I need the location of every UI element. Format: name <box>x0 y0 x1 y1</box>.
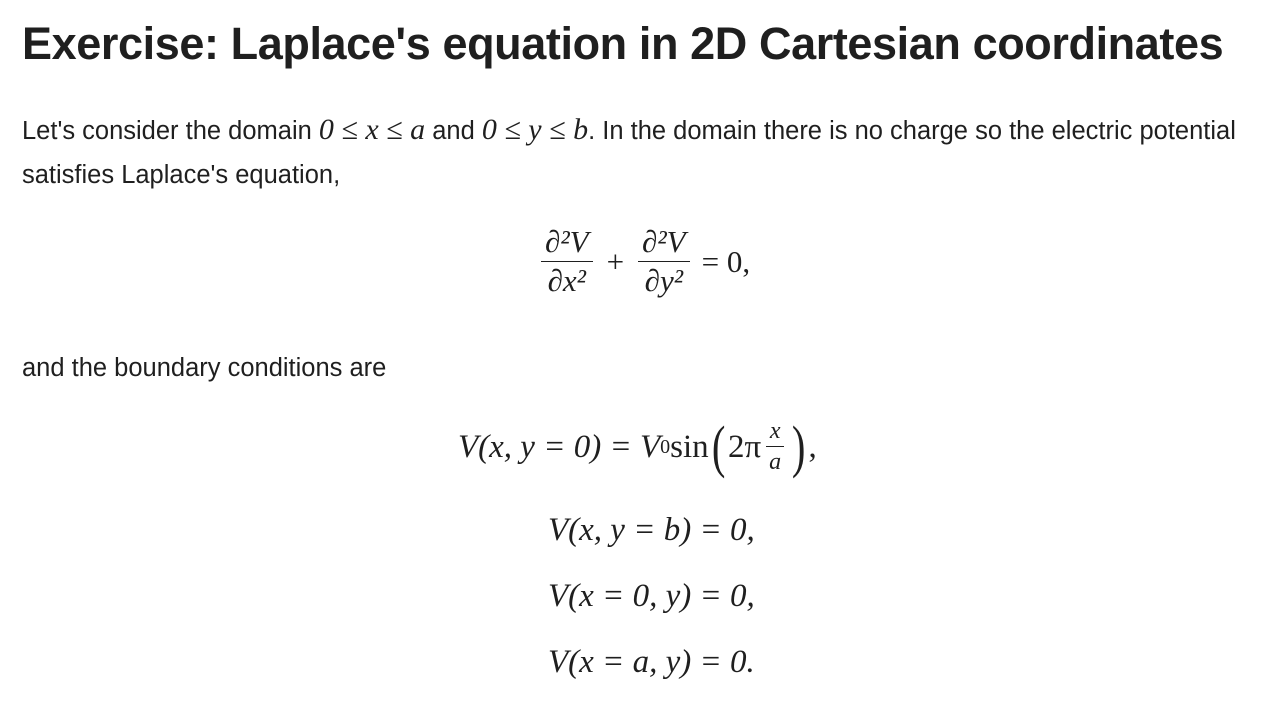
bc1-lhs: V(x, y = 0) = V <box>458 428 661 465</box>
left-paren: ( <box>711 414 726 479</box>
bc1-sin: sin <box>670 428 709 465</box>
boundary-condition-4: V(x = a, y) = 0. <box>548 644 755 680</box>
bc1-arg-prefix: 2π <box>727 428 762 465</box>
boundary-condition-2: V(x, y = b) = 0, <box>548 512 755 548</box>
x-over-a-fraction <box>765 419 785 475</box>
plus-sign: + <box>606 243 625 279</box>
intro-text-2: and <box>425 117 482 145</box>
boundary-condition-3: V(x = 0, y) = 0, <box>548 578 755 614</box>
intro-text-1: Let's consider the domain <box>22 117 319 145</box>
equation-rhs: = 0, <box>701 243 751 279</box>
fraction-numerator: ∂²V <box>638 226 690 262</box>
boundary-condition-1 <box>458 414 817 479</box>
d2v-dy2-fraction <box>638 226 690 297</box>
domain-y-math: 0 ≤ y ≤ b <box>481 113 589 146</box>
bc1-comma: , <box>808 428 817 465</box>
fraction-denominator: a <box>769 449 782 475</box>
fraction-numerator: x <box>766 419 785 447</box>
boundary-conditions-intro: and the boundary conditions are <box>22 354 387 382</box>
intro-text-3: . In the domain there is no charge so the electric potential satisfies Laplace's equation, <box>22 117 1236 189</box>
domain-x-math: 0 ≤ x ≤ a <box>318 113 426 146</box>
right-paren: ) <box>792 414 806 479</box>
fraction-denominator: ∂x² <box>547 262 586 298</box>
fraction-numerator: ∂²V <box>541 226 593 262</box>
d2v-dx2-fraction <box>541 226 593 297</box>
fraction-denominator: ∂y² <box>644 262 684 298</box>
intro-paragraph <box>22 108 1262 197</box>
page-title: Exercise: Laplace's equation in 2D Cartesian coordinates <box>22 18 1224 69</box>
laplace-equation <box>537 226 750 297</box>
bc1-subscript: 0 <box>660 435 671 458</box>
